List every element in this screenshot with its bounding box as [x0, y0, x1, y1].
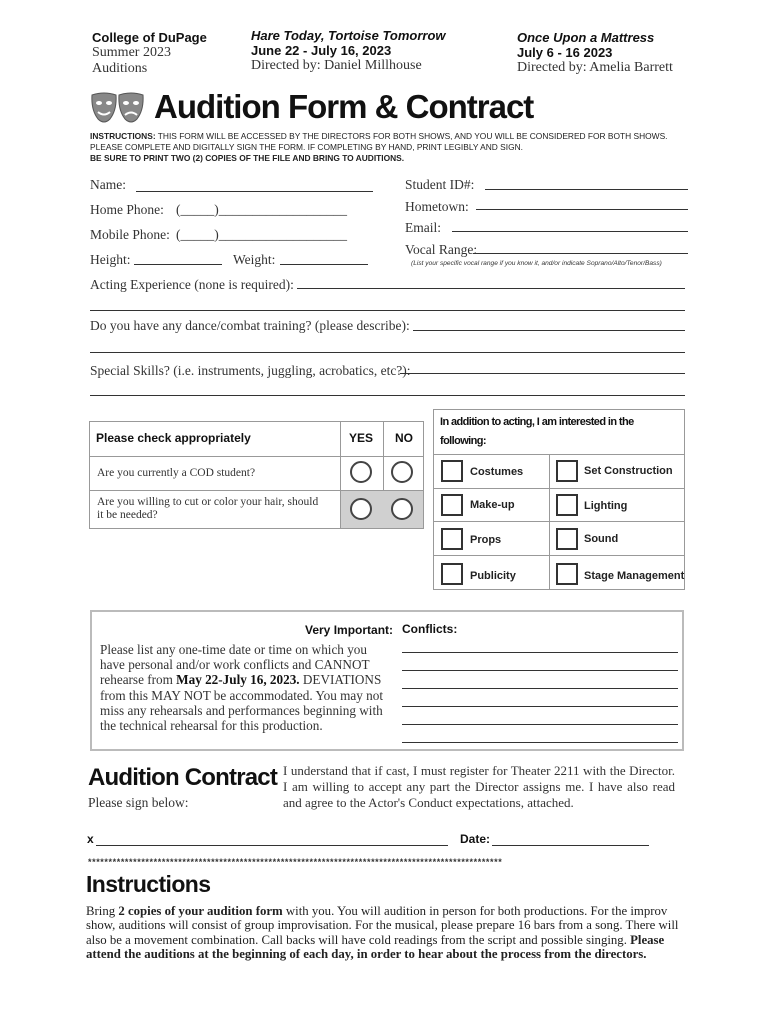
- theatre-masks-icon: [90, 92, 146, 126]
- name-field[interactable]: [136, 191, 373, 192]
- dance-training-label: Do you have any dance/combat training? (please describe):: [90, 318, 410, 333]
- show-2-title: Once Upon a Mattress: [517, 30, 655, 45]
- conflicts-label: Conflicts:: [402, 622, 458, 636]
- student-id-label: Student ID#:: [405, 177, 475, 192]
- weight-field[interactable]: [280, 264, 368, 265]
- email-field[interactable]: [452, 231, 688, 232]
- separator-stars: *****************************************************************************************************: [88, 857, 503, 867]
- interests-row-divider-2: [433, 521, 685, 522]
- check-table-header: Please check appropriately: [96, 431, 251, 445]
- special-skills-label: Special Skills? (i.e. instruments, juggling, acrobatics, etc?):: [90, 363, 411, 378]
- stage-management-label: Stage Management: [584, 570, 685, 582]
- conflicts-dates: May 22-July 16, 2023.: [176, 672, 300, 688]
- name-label: Name:: [90, 177, 126, 192]
- college-name: College of DuPage: [92, 30, 207, 45]
- interests-divider: [433, 454, 685, 455]
- costumes-label: Costumes: [470, 466, 524, 478]
- conflicts-line-6[interactable]: [402, 742, 678, 743]
- very-important-label: Very Important:: [305, 623, 394, 637]
- makeup-label: Make-up: [470, 499, 515, 511]
- header-show-1: [251, 28, 446, 74]
- instructions-block: [90, 131, 690, 164]
- props-checkbox[interactable]: [441, 528, 463, 550]
- props-label: Props: [470, 534, 502, 546]
- height-field[interactable]: [134, 264, 222, 265]
- show-1-dates: June 22 - July 16, 2023: [251, 43, 392, 58]
- vocal-range-label: Vocal Range:: [405, 242, 478, 257]
- instructions-t2: with you. You will audition in person for both productions. For the improv show, auditions will consist of group improvisation. For the musical, please prepare 16 bars from a song. There will also be a movement combination. Call backs will have cold readings from the script and possible singing.: [86, 904, 679, 947]
- signature-field[interactable]: [96, 845, 448, 846]
- conflicts-line-1[interactable]: [402, 652, 678, 653]
- header-show-2: [517, 30, 673, 76]
- makeup-checkbox[interactable]: [441, 494, 463, 516]
- cod-student-yes-radio[interactable]: [350, 461, 372, 483]
- instructions-title: Instructions: [86, 871, 211, 897]
- conflicts-paragraph: [100, 642, 390, 733]
- home-phone-label: Home Phone:: [90, 202, 164, 217]
- hair-no-radio[interactable]: [391, 498, 413, 520]
- dance-training-line-2[interactable]: [90, 352, 685, 353]
- instructions-b2: Please attend the auditions at the beginning of each day, in order to hear about the process from the directors.: [86, 932, 665, 961]
- show-1-title: Hare Today, Tortoise Tomorrow: [251, 28, 446, 43]
- mobile-phone-field[interactable]: (_____)___________________: [176, 227, 347, 242]
- instructions-text: THIS FORM WILL BE ACCESSED BY THE DIRECTORS FOR BOTH SHOWS, AND YOU WILL BE CONSIDERED FOR BOTH SHOWS. PLEASE COMPLETE AND DIGITALLY SIGN THE FORM. IF COMPLETING BY HAND, PRINT LEGIBLY AND SIGN.: [90, 131, 668, 152]
- contract-text: I understand that if cast, I must register for Theater 2211 with the Director. I am willing to accept any part the Director assigns me. I have also read and agree to the Actor's Conduct expectations, attached.: [283, 763, 675, 810]
- conflicts-text-1: Please list any one-time date or time on which you have personal and/or work conflicts and CANNOT rehearse from: [100, 642, 370, 688]
- acting-experience-line-2[interactable]: [90, 310, 685, 311]
- instructions-b1: 2 copies of your audition form: [118, 904, 283, 918]
- signature-x: x: [87, 832, 94, 846]
- acting-experience-label: Acting Experience (none is required):: [90, 277, 294, 292]
- email-label: Email:: [405, 220, 441, 235]
- interests-row-divider-3: [433, 555, 685, 556]
- interests-header: In addition to acting, I am interested in the following:: [440, 416, 634, 447]
- instructions-print-note: BE SURE TO PRINT TWO (2) COPIES OF THE FILE AND BRING TO AUDITIONS.: [90, 153, 405, 163]
- sound-checkbox[interactable]: [556, 528, 578, 550]
- question-hair: Are you willing to cut or color your hair, should it be needed?: [97, 496, 319, 521]
- contract-title: Audition Contract: [88, 764, 278, 791]
- question-cod-student: Are you currently a COD student?: [97, 467, 256, 479]
- student-id-field[interactable]: [485, 189, 688, 190]
- date-field[interactable]: [492, 845, 649, 846]
- height-label: Height:: [90, 252, 131, 267]
- interests-row-divider-1: [433, 488, 685, 489]
- conflicts-line-4[interactable]: [402, 706, 678, 707]
- show-2-dates: July 6 - 16 2023: [517, 45, 613, 60]
- show-2-director: Directed by: Amelia Barrett: [517, 60, 673, 75]
- no-header: NO: [395, 431, 413, 445]
- lighting-label: Lighting: [584, 500, 628, 512]
- mobile-phone-label: Mobile Phone:: [90, 227, 170, 242]
- header-college: [92, 30, 207, 77]
- set-construction-label: Set Construction: [584, 465, 673, 477]
- acting-experience-field[interactable]: [297, 288, 685, 289]
- conflicts-line-2[interactable]: [402, 670, 678, 671]
- season: Summer 2023: [92, 45, 171, 60]
- dance-training-field[interactable]: [413, 330, 685, 331]
- vocal-range-note: (List your specific vocal range if you know it, and/or indicate Soprano/Alto/Tenor/Bass): [411, 260, 662, 267]
- instructions-paragraph: [86, 904, 680, 961]
- conflicts-line-3[interactable]: [402, 688, 678, 689]
- instructions-prefix: INSTRUCTIONS:: [90, 131, 156, 141]
- instructions-t1: Bring: [86, 904, 119, 918]
- special-skills-line-2[interactable]: [90, 395, 685, 396]
- set-construction-checkbox[interactable]: [556, 460, 578, 482]
- conflicts-line-5[interactable]: [402, 724, 678, 725]
- date-label: Date:: [460, 832, 491, 846]
- weight-label: Weight:: [233, 252, 276, 267]
- hometown-label: Hometown:: [405, 199, 469, 214]
- form-title: Audition Form & Contract: [154, 88, 534, 125]
- publicity-label: Publicity: [470, 570, 516, 582]
- hometown-field[interactable]: [476, 209, 688, 210]
- vocal-range-field[interactable]: [473, 253, 688, 254]
- publicity-checkbox[interactable]: [441, 563, 463, 585]
- special-skills-field[interactable]: [400, 373, 685, 374]
- stage-management-checkbox[interactable]: [556, 563, 578, 585]
- contract-sign-label: Please sign below:: [88, 795, 189, 810]
- interests-col-divider: [549, 455, 550, 590]
- costumes-checkbox[interactable]: [441, 460, 463, 482]
- sound-label: Sound: [584, 533, 619, 545]
- check-table-divider: [89, 456, 424, 457]
- conflicts-text-2: DEVIATIONS from this MAY NOT be accommodated. You may not miss any rehearsals and performances beginning with the technical rehearsal for this production.: [100, 672, 384, 734]
- hair-yes-radio[interactable]: [350, 498, 372, 520]
- season-sub: Auditions: [92, 61, 148, 76]
- cod-student-no-radio[interactable]: [391, 461, 413, 483]
- yes-header: YES: [349, 431, 374, 445]
- lighting-checkbox[interactable]: [556, 494, 578, 516]
- show-1-director: Directed by: Daniel Millhouse: [251, 58, 422, 73]
- home-phone-field[interactable]: (_____)___________________: [176, 202, 347, 217]
